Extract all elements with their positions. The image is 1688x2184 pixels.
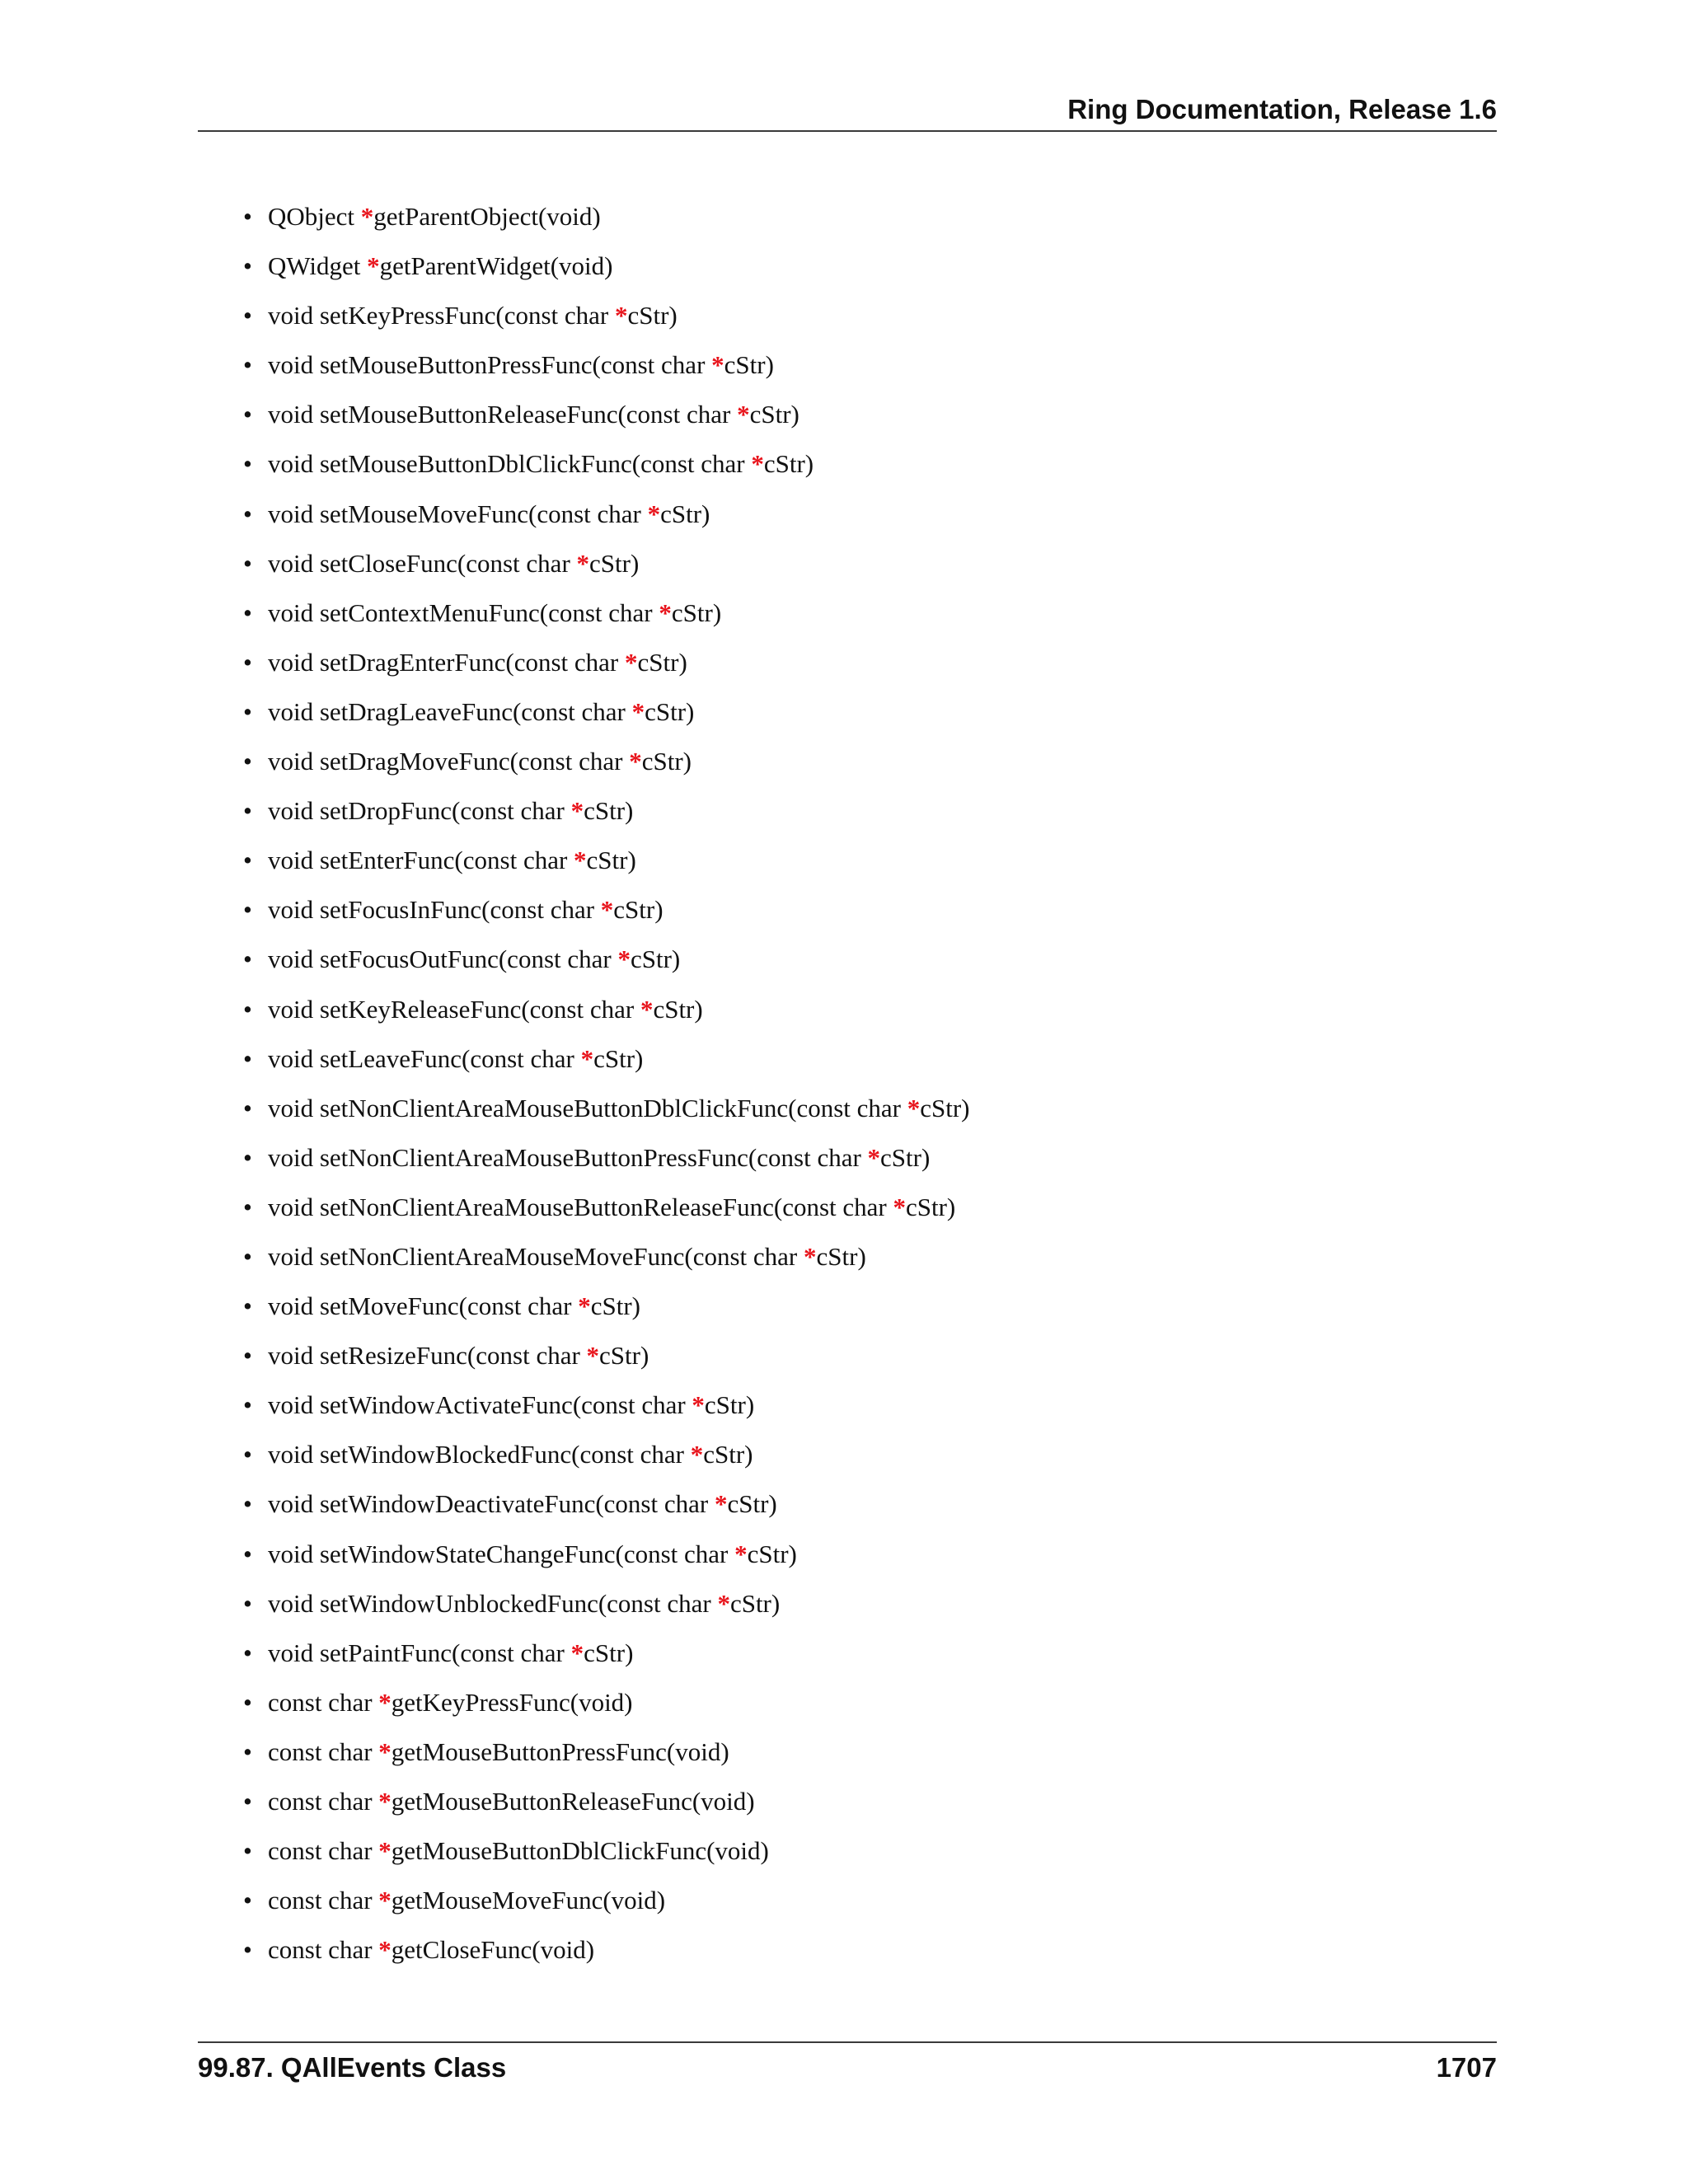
list-item [243, 594, 1479, 644]
bullet-icon: • [243, 301, 252, 330]
signature-suffix: getKeyPressFunc(void) [391, 1687, 633, 1717]
bullet-icon: • [243, 1687, 252, 1717]
list-item [243, 1436, 1479, 1485]
signature-suffix: cStr) [920, 1093, 970, 1122]
list-item [243, 1733, 1479, 1783]
signature-prefix: void setDragEnterFunc(const char [268, 647, 626, 677]
pointer-star: * [737, 400, 750, 429]
signature-suffix: cStr) [586, 846, 636, 875]
signature-prefix: void setCloseFunc(const char [268, 548, 577, 578]
list-item [243, 1783, 1479, 1832]
pointer-star: * [378, 1886, 392, 1915]
list-item [243, 1882, 1479, 1931]
list-item [243, 891, 1479, 940]
list-item [243, 346, 1479, 396]
signature-prefix: void setWindowActivateFunc(const char [268, 1390, 692, 1420]
list-item [243, 1485, 1479, 1535]
signature-prefix: QWidget [268, 251, 368, 281]
pointer-star: * [367, 251, 380, 281]
bullet-icon: • [243, 400, 252, 429]
signature-prefix: void setWindowBlockedFunc(const char [268, 1440, 691, 1469]
signature-suffix: cStr) [613, 895, 663, 925]
signature-suffix: cStr) [637, 647, 687, 677]
bullet-icon: • [243, 1489, 252, 1519]
bullet-icon: • [243, 598, 252, 627]
bullet-icon: • [243, 696, 252, 726]
bullet-icon: • [243, 1787, 252, 1816]
signature-prefix: void setFocusInFunc(const char [268, 895, 601, 925]
pointer-star: * [580, 1043, 594, 1073]
signature-prefix: void setWindowDeactivateFunc(const char [268, 1489, 715, 1519]
list-item [243, 1931, 1479, 1980]
signature-prefix: void setFocusOutFunc(const char [268, 944, 618, 974]
list-item [243, 1238, 1479, 1287]
bullet-icon: • [243, 1588, 252, 1618]
signature-prefix: const char [268, 1787, 379, 1816]
pointer-star: * [576, 548, 590, 578]
list-item [243, 1634, 1479, 1684]
pointer-star: * [625, 647, 638, 677]
list-item [243, 991, 1479, 1040]
list-item [243, 644, 1479, 693]
signature-prefix: const char [268, 1687, 379, 1717]
bullet-icon: • [243, 1142, 252, 1172]
bullet-icon: • [243, 449, 252, 479]
signature-suffix: cStr) [880, 1142, 931, 1172]
signature-suffix: cStr) [660, 499, 710, 528]
signature-suffix: cStr) [589, 548, 640, 578]
bullet-icon: • [243, 1390, 252, 1420]
pointer-star: * [804, 1241, 817, 1271]
pointer-star: * [714, 1489, 728, 1519]
bullet-icon: • [243, 1241, 252, 1271]
signature-suffix: cStr) [727, 1489, 777, 1519]
bullet-icon: • [243, 1836, 252, 1866]
signature-suffix: cStr) [747, 1539, 797, 1568]
signature-suffix: getMouseButtonDblClickFunc(void) [391, 1836, 769, 1866]
signature-prefix: void setMoveFunc(const char [268, 1291, 579, 1321]
bullet-icon: • [243, 1736, 252, 1766]
pointer-star: * [629, 747, 642, 776]
signature-suffix: getMouseButtonPressFunc(void) [391, 1736, 729, 1766]
signature-suffix: getCloseFunc(void) [391, 1935, 595, 1965]
list-item [243, 1386, 1479, 1436]
signature-prefix: const char [268, 1736, 379, 1766]
signature-prefix: void setWindowUnblockedFunc(const char [268, 1588, 718, 1618]
list-item [243, 940, 1479, 990]
pointer-star: * [867, 1142, 881, 1172]
bullet-icon: • [243, 796, 252, 826]
pointer-star: * [378, 1736, 392, 1766]
bullet-icon: • [243, 1291, 252, 1321]
pointer-star: * [378, 1935, 392, 1965]
bullet-icon: • [243, 499, 252, 528]
list-item [243, 247, 1479, 297]
bullet-icon: • [243, 944, 252, 974]
list-item [243, 1188, 1479, 1238]
list-item [243, 495, 1479, 545]
page-header-title: Ring Documentation, Release 1.6 [1067, 94, 1497, 124]
signature-suffix: cStr) [653, 994, 703, 1024]
signature-suffix: cStr) [905, 1192, 956, 1221]
pointer-star: * [586, 1341, 600, 1371]
signature-suffix: cStr) [627, 301, 678, 330]
bullet-icon: • [243, 1440, 252, 1469]
bullet-icon: • [243, 1341, 252, 1371]
pointer-star: * [570, 1638, 584, 1667]
list-item [243, 1040, 1479, 1090]
signature-suffix: cStr) [590, 1291, 640, 1321]
bullet-icon: • [243, 1093, 252, 1122]
list-item [243, 1090, 1479, 1139]
pointer-star: * [690, 1440, 704, 1469]
signature-suffix: cStr) [749, 400, 799, 429]
signature-suffix: getMouseMoveFunc(void) [391, 1886, 666, 1915]
bullet-icon: • [243, 747, 252, 776]
signature-prefix: void setDragMoveFunc(const char [268, 747, 630, 776]
pointer-star: * [615, 301, 628, 330]
pointer-star: * [659, 598, 672, 627]
pointer-star: * [717, 1588, 730, 1618]
signature-suffix: cStr) [724, 350, 774, 380]
signature-prefix: void setNonClientAreaMouseButtonReleaseFunc(const char [268, 1192, 893, 1221]
pointer-star: * [378, 1787, 392, 1816]
signature-prefix: void setDropFunc(const char [268, 796, 571, 826]
bullet-icon: • [243, 895, 252, 925]
bullet-icon: • [243, 1638, 252, 1667]
list-item [243, 396, 1479, 445]
pointer-star: * [907, 1093, 921, 1122]
signature-suffix: cStr) [599, 1341, 649, 1371]
bullet-icon: • [243, 1935, 252, 1965]
bullet-icon: • [243, 846, 252, 875]
signature-prefix: const char [268, 1886, 379, 1915]
list-item [243, 693, 1479, 743]
pointer-star: * [617, 944, 631, 974]
list-item [243, 841, 1479, 891]
list-item [243, 1337, 1479, 1386]
list-item [243, 743, 1479, 792]
list-item [243, 1139, 1479, 1188]
list-item [243, 1535, 1479, 1585]
signature-prefix: void setNonClientAreaMouseMoveFunc(const char [268, 1241, 804, 1271]
pointer-star: * [893, 1192, 906, 1221]
signature-prefix: void setResizeFunc(const char [268, 1341, 587, 1371]
pointer-star: * [640, 994, 654, 1024]
bullet-icon: • [243, 1192, 252, 1221]
signature-suffix: cStr) [816, 1241, 866, 1271]
signature-suffix: cStr) [703, 1440, 753, 1469]
signature-suffix: getParentObject(void) [373, 202, 601, 231]
bullet-icon: • [243, 1043, 252, 1073]
pointer-star: * [600, 895, 614, 925]
pointer-star: * [570, 796, 584, 826]
pointer-star: * [578, 1291, 591, 1321]
list-item [243, 1684, 1479, 1733]
bullet-icon: • [243, 1539, 252, 1568]
pointer-star: * [631, 696, 645, 726]
list-item [243, 1832, 1479, 1882]
bullet-icon: • [243, 1886, 252, 1915]
signature-prefix: void setPaintFunc(const char [268, 1638, 571, 1667]
pointer-star: * [692, 1390, 705, 1420]
signature-suffix: cStr) [630, 944, 681, 974]
bullet-icon: • [243, 647, 252, 677]
signature-suffix: cStr) [704, 1390, 755, 1420]
footer-divider [198, 2041, 1497, 2043]
signature-suffix: cStr) [584, 1638, 634, 1667]
signature-suffix: cStr) [584, 796, 634, 826]
method-list [243, 198, 1479, 1980]
signature-prefix: const char [268, 1836, 379, 1866]
bullet-icon: • [243, 994, 252, 1024]
signature-suffix: cStr) [593, 1043, 644, 1073]
header-divider [198, 130, 1497, 132]
signature-suffix: getMouseButtonReleaseFunc(void) [391, 1787, 755, 1816]
signature-suffix: getParentWidget(void) [379, 251, 613, 281]
pointer-star: * [734, 1539, 748, 1568]
signature-prefix: void setKeyReleaseFunc(const char [268, 994, 640, 1024]
pointer-star: * [378, 1836, 392, 1866]
list-item [243, 1585, 1479, 1634]
page-number: 1707 [1436, 2052, 1497, 2083]
list-item [243, 445, 1479, 494]
signature-prefix: void setNonClientAreaMouseButtonDblClickFunc(const char [268, 1093, 907, 1122]
pointer-star: * [751, 449, 764, 479]
signature-prefix: const char [268, 1935, 379, 1965]
signature-prefix: void setEnterFunc(const char [268, 846, 574, 875]
pointer-star: * [711, 350, 724, 380]
pointer-star: * [574, 846, 587, 875]
pointer-star: * [378, 1687, 392, 1717]
signature-prefix: void setMouseButtonDblClickFunc(const char [268, 449, 752, 479]
bullet-icon: • [243, 251, 252, 281]
footer-section-title: 99.87. QAllEvents Class [198, 2052, 507, 2083]
signature-suffix: cStr) [763, 449, 814, 479]
bullet-icon: • [243, 202, 252, 231]
signature-prefix: void setMouseButtonReleaseFunc(const char [268, 400, 738, 429]
list-item [243, 1287, 1479, 1337]
pointer-star: * [647, 499, 661, 528]
signature-prefix: QObject [268, 202, 361, 231]
signature-suffix: cStr) [671, 598, 722, 627]
signature-prefix: void setWindowStateChangeFunc(const char [268, 1539, 735, 1568]
list-item [243, 198, 1479, 247]
bullet-icon: • [243, 548, 252, 578]
list-item [243, 297, 1479, 346]
signature-suffix: cStr) [729, 1588, 781, 1618]
signature-prefix: void setMouseMoveFunc(const char [268, 499, 648, 528]
bullet-icon: • [243, 350, 252, 380]
signature-prefix: void setContextMenuFunc(const char [268, 598, 659, 627]
list-item [243, 792, 1479, 841]
signature-prefix: void setKeyPressFunc(const char [268, 301, 615, 330]
signature-prefix: void setLeaveFunc(const char [268, 1043, 581, 1073]
signature-prefix: void setNonClientAreaMouseButtonPressFunc(const char [268, 1142, 868, 1172]
signature-suffix: cStr) [641, 747, 692, 776]
signature-prefix: void setDragLeaveFunc(const char [268, 696, 632, 726]
signature-suffix: cStr) [645, 696, 695, 726]
signature-prefix: void setMouseButtonPressFunc(const char [268, 350, 712, 380]
list-item [243, 545, 1479, 594]
pointer-star: * [360, 202, 374, 231]
